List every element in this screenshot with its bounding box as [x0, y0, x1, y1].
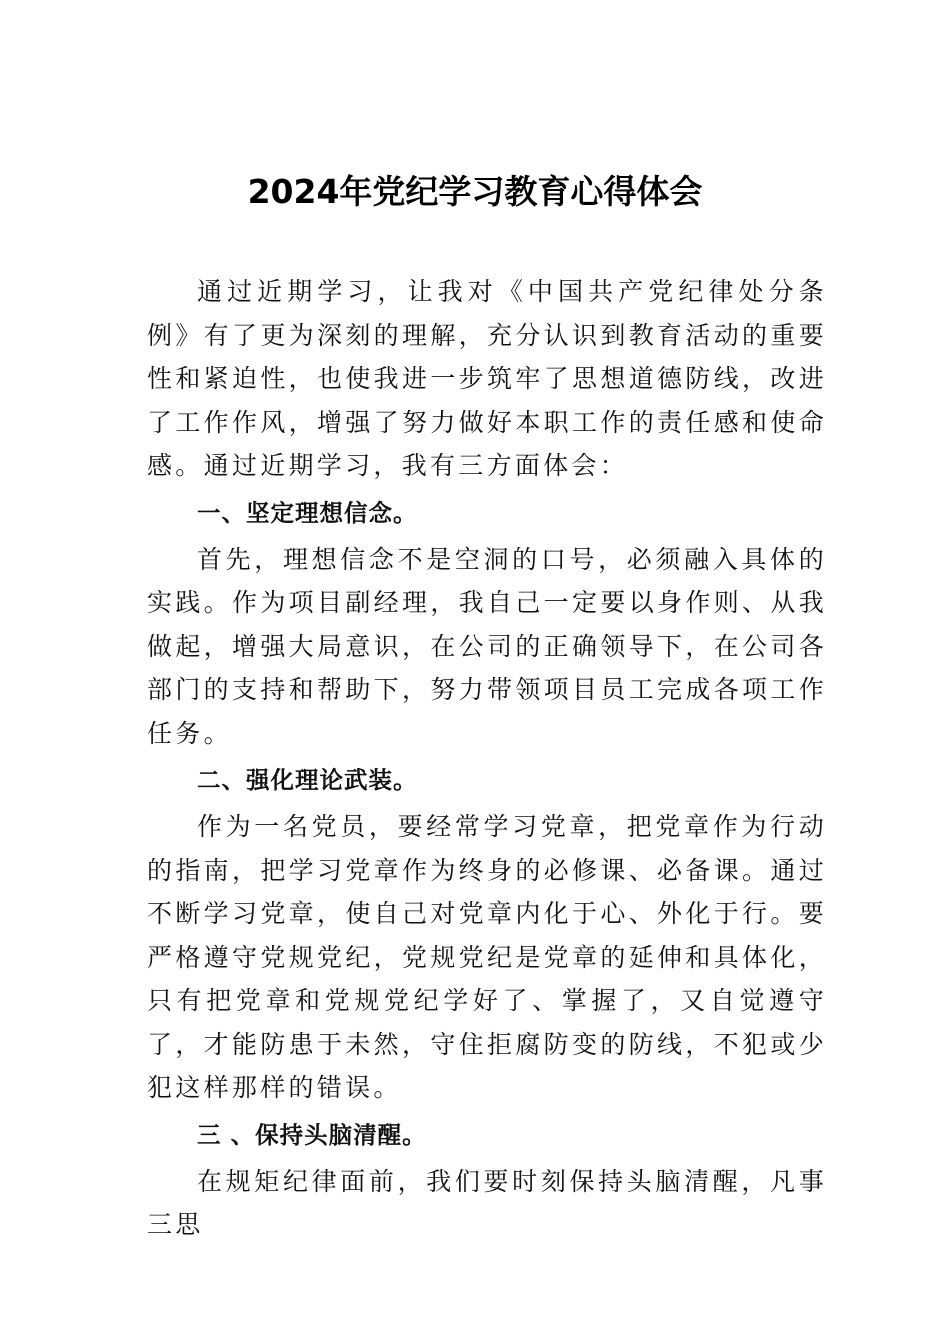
- section-3-paragraph: 在规矩纪律面前，我们要时刻保持头脑清醒，凡事三思: [147, 1166, 827, 1239]
- section-heading-3: 三 、保持头脑清醒。: [197, 1120, 427, 1149]
- intro-paragraph: 通过近期学习，让我对《中国共产党纪律处分条例》有了更为深刻的理解，充分认识到教育活动的重要性和紧迫性，也使我进一步筑牢了思想道德防线，改进了工作作风，增强了努力做好本职工作的责任感和使命感。通过近期学习，我有三方面体会：: [147, 277, 827, 480]
- document-body: [147, 270, 827, 1247]
- section-2-paragraph: 作为一名党员，要经常学习党章，把党章作为行动的指南，把学习党章作为终身的必修课、必备课。通过不断学习党章，使自己对党章内化于心、外化于行。要严格遵守党规党纪，党规党纪是党章的延伸和具体化，只有把党章和党规党纪学好了、掌握了，又自觉遵守了，才能防患于未然，守住拒腐防变的防线，不犯或少犯这样那样的错误。: [147, 812, 827, 1102]
- section-1-paragraph: 首先，理想信念不是空洞的口号，必须融入具体的实践。作为项目副经理，我自己一定要以身作则、从我做起，增强大局意识，在公司的正确领导下，在公司各部门的支持和帮助下，努力带领项目员工完成各项工作任务。: [147, 544, 827, 748]
- section-heading-2: 二、强化理论武装。: [197, 766, 418, 794]
- section-heading-1: 一、坚定理想信念。: [197, 498, 418, 527]
- document-title: 2024年党纪学习教育心得体会: [247, 172, 703, 211]
